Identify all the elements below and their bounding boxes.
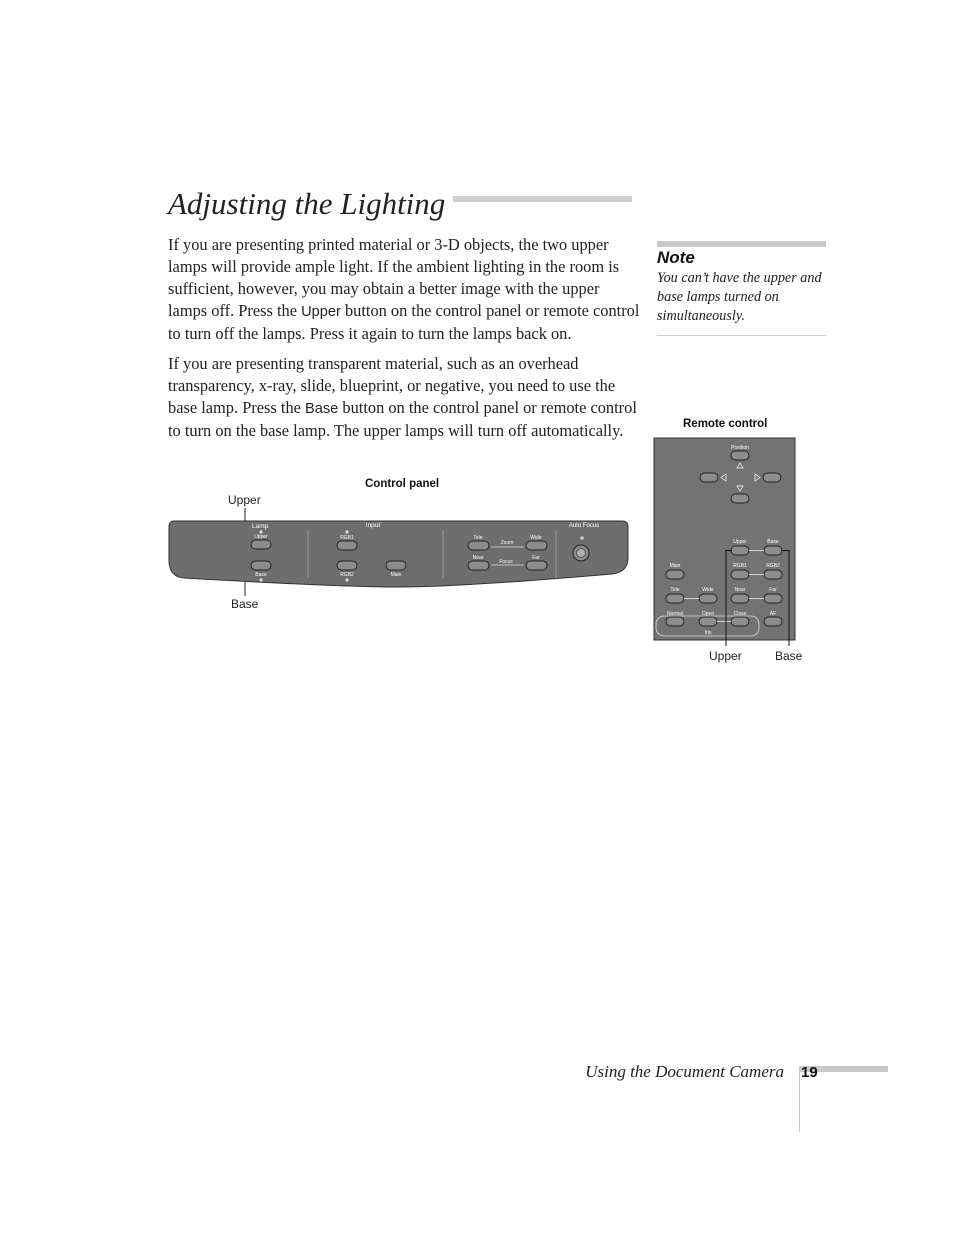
page-number: 19 xyxy=(801,1064,818,1081)
remote-far-label: Far xyxy=(769,587,777,593)
position-down-button[interactable] xyxy=(731,494,749,503)
note-rule-top xyxy=(657,241,826,247)
note-rule-bottom xyxy=(657,335,826,336)
remote-rgb1-button[interactable] xyxy=(731,570,749,579)
rgb1-button[interactable] xyxy=(337,541,357,550)
tele-button[interactable] xyxy=(468,541,489,550)
remote-wide-label: Wide xyxy=(702,587,714,593)
remote-callout-upper: Upper xyxy=(709,649,742,663)
base-indicator-led xyxy=(259,578,262,581)
position-left-button[interactable] xyxy=(700,473,718,482)
remote-open-label: Open xyxy=(701,611,715,617)
main-button[interactable] xyxy=(386,561,406,570)
auto-focus-label: Auto Focus xyxy=(568,523,600,529)
note-title: Note xyxy=(657,248,695,267)
control-panel-callout-base: Base xyxy=(231,597,259,611)
tele-button-label: Tele xyxy=(473,535,483,541)
position-label: Position xyxy=(731,445,749,451)
far-button-label: Far xyxy=(532,555,540,561)
focus-label: Focus xyxy=(499,559,513,565)
paragraph-base-lamp xyxy=(168,353,640,442)
remote-tele-button[interactable] xyxy=(666,594,684,603)
input-group-label: Input xyxy=(365,522,381,529)
rgb1-button-label: RGB1 xyxy=(340,535,354,541)
paragraph-text: If you are presenting printed material or 3-D objects, the two upper lamps will provide ample light. If the ambient lighting in the room is sufficient, however, you may obtain a better image with the upper lamps off. Press the xyxy=(168,235,620,320)
main-button-label: Main xyxy=(390,572,402,578)
paragraph-text: button on the control panel or remote control to turn on the base lamp. The upper lamps will turn off automatically. xyxy=(168,398,637,440)
rgb2-button-label: RGB2 xyxy=(340,572,354,578)
remote-rgb2-label: RGB2 xyxy=(766,563,780,569)
remote-open-button[interactable] xyxy=(699,617,717,626)
remote-rgb1-label: RGB1 xyxy=(733,563,747,569)
auto-focus-button-center xyxy=(577,549,586,558)
remote-near-button[interactable] xyxy=(731,594,749,603)
base-button-name: Base xyxy=(305,401,339,417)
remote-upper-label: Upper xyxy=(733,539,747,545)
remote-far-button[interactable] xyxy=(764,594,782,603)
remote-base-label: Base xyxy=(767,539,779,545)
remote-main-button[interactable] xyxy=(666,570,684,579)
upper-lamp-button[interactable] xyxy=(251,540,271,549)
upper-button-label: Upper xyxy=(254,534,268,540)
remote-close-button[interactable] xyxy=(731,617,749,626)
base-button-label: Base xyxy=(255,572,267,578)
remote-af-label: AF xyxy=(769,611,777,617)
remote-normal-label: Normal xyxy=(666,611,684,617)
lamp-group-label: Lamp xyxy=(252,523,269,530)
remote-upper-button[interactable] xyxy=(731,546,749,555)
remote-control-diagram xyxy=(652,436,800,648)
remote-near-label: Near xyxy=(734,587,746,593)
remote-control-caption: Remote control xyxy=(683,418,768,430)
near-button[interactable] xyxy=(468,561,489,570)
control-panel-diagram xyxy=(160,500,640,600)
position-up-button[interactable] xyxy=(731,451,749,460)
near-button-label: Near xyxy=(472,555,484,561)
footer-chapter-title: Using the Document Camera xyxy=(585,1062,784,1081)
rgb2-indicator-led xyxy=(345,578,348,581)
wide-button[interactable] xyxy=(526,541,547,550)
remote-wide-button[interactable] xyxy=(699,594,717,603)
note-text: You can’t have the upper and base lamps turned on simultaneously. xyxy=(657,270,822,324)
paragraph-text: button on the control panel or remote control to turn off the lamps. Press it again to turn the lamps back on. xyxy=(168,301,640,343)
zoom-label: Zoom xyxy=(500,540,514,546)
wide-button-label: Wide xyxy=(530,535,542,541)
rgb2-button[interactable] xyxy=(337,561,357,570)
remote-normal-button[interactable] xyxy=(666,617,684,626)
base-lamp-button[interactable] xyxy=(251,561,271,570)
remote-base-button[interactable] xyxy=(764,546,782,555)
upper-button-name: Upper xyxy=(301,304,341,320)
control-panel-caption: Control panel xyxy=(365,478,440,490)
auto-focus-led xyxy=(580,536,583,539)
paragraph-text: If you are presenting transparent material, such as an overhead transparency, x-ray, slide, blueprint, or negative, you need to use the base lamp. Press the xyxy=(168,354,616,417)
remote-af-button[interactable] xyxy=(764,617,782,626)
position-right-button[interactable] xyxy=(763,473,781,482)
control-panel-callout-upper: Upper xyxy=(228,493,261,507)
remote-main-label: Main xyxy=(669,563,681,569)
rgb1-indicator-led xyxy=(345,530,348,533)
page-title: Adjusting the Lighting xyxy=(168,186,453,222)
remote-iris-label: Iris xyxy=(704,630,712,636)
remote-close-label: Close xyxy=(733,611,747,617)
remote-callout-base: Base xyxy=(775,649,803,663)
paragraph-upper-lamps xyxy=(168,234,640,345)
remote-tele-label: Tele xyxy=(670,587,680,593)
far-button[interactable] xyxy=(526,561,547,570)
footer-rule-vertical xyxy=(799,1066,800,1132)
remote-rgb2-button[interactable] xyxy=(764,570,782,579)
